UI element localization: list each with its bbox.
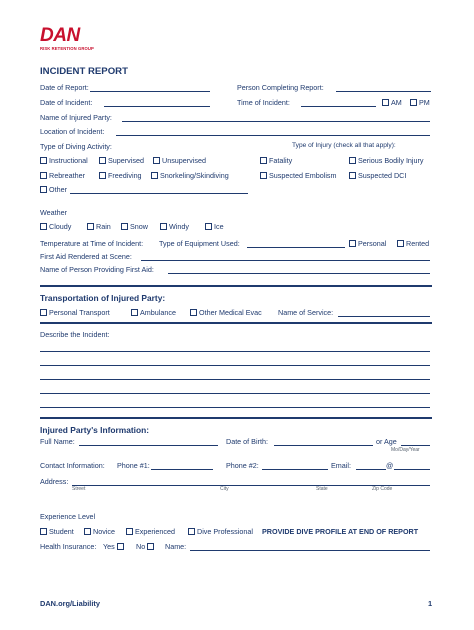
option-label: Freediving (108, 171, 142, 180)
person-completing-field[interactable] (336, 91, 431, 92)
activity-unsupervised[interactable] (153, 156, 206, 165)
checkbox[interactable] (87, 223, 94, 230)
activity-snorkeling[interactable] (151, 171, 229, 180)
option-label: Novice (93, 527, 115, 536)
first-aid-provider-field[interactable] (168, 273, 430, 274)
option-label: Other (49, 185, 67, 194)
option-label: Fatality (269, 156, 293, 165)
insurance-no[interactable] (136, 542, 156, 551)
weather-cloudy[interactable] (40, 222, 71, 231)
location-field[interactable] (116, 135, 430, 136)
checkbox[interactable] (260, 157, 267, 164)
insurance-name-field[interactable] (190, 550, 430, 551)
footer-url[interactable]: DAN.org/Liability (40, 599, 100, 608)
section-divider (40, 417, 432, 419)
checkbox[interactable] (397, 240, 404, 247)
am-label: AM (391, 98, 402, 107)
equipment-personal[interactable] (349, 239, 386, 248)
pm-label: PM (419, 98, 430, 107)
diving-type-label: Type of Diving Activity: (40, 142, 112, 151)
transport-ambulance[interactable] (131, 308, 176, 317)
option-label: Other Medical Evac (199, 308, 262, 317)
option-label: Serious Bodily Injury (358, 156, 424, 165)
experience-label: Experience Level (40, 512, 96, 521)
contact-label: Contact Information: (40, 461, 105, 470)
checkbox[interactable] (205, 223, 212, 230)
state-hint: State (316, 486, 328, 492)
am-checkbox[interactable] (382, 99, 389, 106)
option-label: Suspected Embolism (269, 171, 337, 180)
checkbox[interactable] (40, 172, 47, 179)
option-label: Rebreather (49, 171, 85, 180)
insurance-yes[interactable] (103, 542, 126, 551)
date-of-report-field[interactable] (90, 91, 210, 92)
activity-other[interactable] (40, 185, 67, 194)
checkbox[interactable] (126, 528, 133, 535)
option-label: Snorkeling/Skindiving (160, 171, 229, 180)
checkbox[interactable] (160, 223, 167, 230)
location-label: Location of Incident: (40, 127, 105, 136)
injury-suspected-embolism[interactable] (260, 171, 337, 180)
experience-dive-pro[interactable] (188, 527, 253, 536)
first-aid-field[interactable] (141, 260, 430, 261)
option-label: Personal Transport (49, 308, 110, 317)
checkbox[interactable] (99, 172, 106, 179)
date-of-incident-field[interactable] (104, 106, 210, 107)
option-label: Supervised (108, 156, 144, 165)
date-format-hint: Mo/Day/Year (391, 447, 420, 453)
transport-medical-evac[interactable] (190, 308, 262, 317)
describe-line[interactable] (40, 407, 430, 408)
checkbox[interactable] (84, 528, 91, 535)
dob-field[interactable] (274, 445, 373, 446)
first-aid-provider-label: Name of Person Providing First Aid: (40, 265, 154, 274)
checkbox[interactable] (121, 223, 128, 230)
weather-windy[interactable] (160, 222, 189, 231)
first-aid-label: First Aid Rendered at Scene: (40, 252, 132, 261)
equipment-rented[interactable] (397, 239, 429, 248)
logo-wordmark: DAN (40, 25, 80, 46)
checkbox[interactable] (40, 223, 47, 230)
person-completing-label: Person Completing Report: (237, 83, 324, 92)
transport-header: Transportation of Injured Party: (40, 293, 166, 303)
or-age-label: or Age (376, 437, 397, 446)
describe-line[interactable] (40, 365, 430, 366)
checkbox[interactable] (260, 172, 267, 179)
checkbox[interactable] (40, 309, 47, 316)
section-divider (40, 285, 432, 287)
option-label: Dive Professional (197, 527, 253, 536)
equipment-label: Type of Equipment Used: (159, 239, 240, 248)
describe-line[interactable] (40, 393, 430, 394)
service-field[interactable] (338, 316, 430, 317)
dan-logo (40, 26, 94, 51)
checkbox[interactable] (188, 528, 195, 535)
injury-serious-bodily[interactable] (349, 156, 424, 165)
transport-personal[interactable] (40, 308, 110, 317)
pm-checkbox[interactable] (410, 99, 417, 106)
full-name-label: Full Name: (40, 437, 75, 446)
describe-label: Describe the Incident: (40, 330, 110, 339)
page-number: 1 (428, 599, 433, 608)
section-divider (40, 322, 432, 324)
weather-rain[interactable] (87, 222, 111, 231)
date-of-incident-label: Date of Incident: (40, 98, 93, 107)
option-label: Windy (169, 222, 189, 231)
email-at-sign: @ (386, 461, 394, 470)
option-label: Rented (406, 239, 430, 248)
activity-supervised[interactable] (99, 156, 144, 165)
option-label: Rain (96, 222, 111, 231)
email-user-field[interactable] (356, 469, 386, 470)
checkbox[interactable] (40, 157, 47, 164)
activity-other-field[interactable] (70, 193, 248, 194)
describe-line[interactable] (40, 351, 430, 352)
age-field[interactable] (401, 445, 430, 446)
option-label: Student (49, 527, 74, 536)
injury-type-label: Type of Injury (check all that apply): (292, 142, 396, 149)
activity-rebreather[interactable] (40, 171, 85, 180)
checkbox[interactable] (117, 543, 124, 550)
checkbox[interactable] (190, 309, 197, 316)
checkbox[interactable] (40, 186, 47, 193)
date-of-report-label: Date of Report: (40, 83, 89, 92)
checkbox[interactable] (349, 157, 356, 164)
checkbox[interactable] (151, 172, 158, 179)
temperature-label: Temperature at Time of Incident: (40, 239, 144, 248)
pm-option[interactable] (410, 98, 430, 107)
describe-line[interactable] (40, 379, 430, 380)
checkbox[interactable] (99, 157, 106, 164)
option-label: Unsupervised (162, 156, 206, 165)
full-name-field[interactable] (79, 445, 218, 446)
health-insurance-label: Health Insurance: (40, 542, 97, 551)
checkbox[interactable] (131, 309, 138, 316)
option-label: Instructional (49, 156, 88, 165)
activity-instructional[interactable] (40, 156, 88, 165)
option-label: Ambulance (140, 308, 176, 317)
time-of-incident-label: Time of Incident: (237, 98, 290, 107)
phone2-label: Phone #2: (226, 461, 259, 470)
checkbox[interactable] (40, 528, 47, 535)
street-hint: Street (72, 486, 86, 492)
am-option[interactable] (382, 98, 402, 107)
address-label: Address: (40, 477, 69, 486)
experience-novice[interactable] (84, 527, 115, 536)
option-label: Ice (214, 222, 224, 231)
city-hint: City (220, 486, 229, 492)
equipment-field[interactable] (247, 247, 345, 248)
option-label: Snow (130, 222, 148, 231)
injured-party-label: Name of Injured Party: (40, 113, 112, 122)
checkbox[interactable] (349, 240, 356, 247)
option-label: Personal (358, 239, 387, 248)
form-title: INCIDENT REPORT (40, 66, 128, 77)
dob-label: Date of Birth: (226, 437, 268, 446)
dive-profile-note: PROVIDE DIVE PROFILE AT END OF REPORT (262, 527, 419, 536)
time-of-incident-field[interactable] (301, 106, 376, 107)
insurance-name-label: Name: (165, 542, 187, 551)
option-label: No (136, 542, 146, 551)
email-domain-field[interactable] (394, 469, 430, 470)
injury-fatality[interactable] (260, 156, 292, 165)
option-label: Suspected DCI (358, 171, 407, 180)
weather-label: Weather (40, 208, 68, 217)
phone1-field[interactable] (151, 469, 213, 470)
weather-snow[interactable] (121, 222, 148, 231)
option-label: Cloudy (49, 222, 72, 231)
email-label: Email: (331, 461, 351, 470)
weather-ice[interactable] (205, 222, 224, 231)
experience-student[interactable] (40, 527, 74, 536)
service-label: Name of Service: (278, 308, 334, 317)
checkbox[interactable] (349, 172, 356, 179)
injured-party-field[interactable] (122, 121, 430, 122)
injury-suspected-dci[interactable] (349, 171, 406, 180)
zip-hint: Zip Code (372, 486, 393, 492)
phone2-field[interactable] (262, 469, 328, 470)
logo-tagline: RISK RETENTION GROUP (40, 46, 94, 51)
checkbox[interactable] (147, 543, 154, 550)
option-label: Yes (103, 542, 115, 551)
phone1-label: Phone #1: (117, 461, 150, 470)
injured-info-header: Injured Party's Information: (40, 425, 150, 435)
option-label: Experienced (135, 527, 175, 536)
activity-freediving[interactable] (99, 171, 142, 180)
checkbox[interactable] (153, 157, 160, 164)
experience-experienced[interactable] (126, 527, 175, 536)
